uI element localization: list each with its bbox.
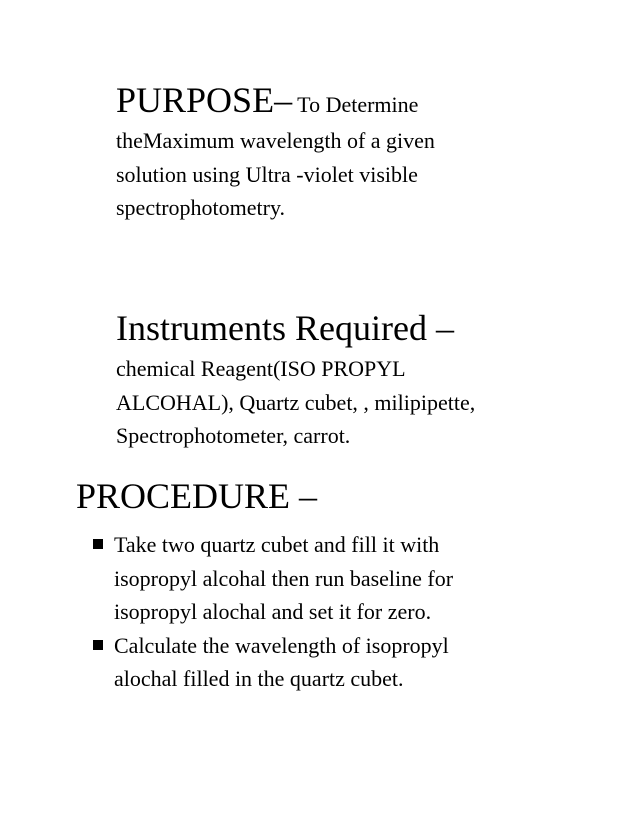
procedure-section <box>76 474 576 696</box>
instruments-heading-row <box>116 306 586 350</box>
purpose-heading-row <box>116 78 586 124</box>
instruments-line: Spectrophotometer, carrot. <box>116 423 351 448</box>
purpose-line: spectrophotometry. <box>116 195 286 220</box>
procedure-steps <box>76 528 576 696</box>
procedure-step-line: alochal filled in the quartz cubet. <box>114 666 404 691</box>
purpose-line: solution using Ultra -violet visible <box>116 161 418 187</box>
procedure-heading-row <box>76 474 576 522</box>
square-bullet-icon <box>93 539 103 549</box>
purpose-heading: PURPOSE <box>116 80 275 120</box>
purpose-intro: To Determine <box>292 92 419 117</box>
procedure-step <box>76 629 576 696</box>
instruments-line: chemical Reagent(ISO PROPYL <box>116 356 406 381</box>
procedure-step-line: Take two quartz cubet and fill it with <box>114 532 440 557</box>
instruments-heading: Instruments Required – <box>116 308 454 348</box>
purpose-line: theMaximum wavelength of a given <box>116 128 435 153</box>
instruments-section <box>116 306 586 453</box>
purpose-text <box>116 124 586 225</box>
procedure-step-line: Calculate the wavelength of isopropyl <box>114 632 449 658</box>
procedure-step-line: isopropyl alcohal then run baseline for <box>114 565 454 591</box>
instruments-line: ALCOHAL), Quartz cubet, , milipipette, <box>116 389 476 415</box>
square-bullet-icon <box>93 640 103 650</box>
procedure-step-line: isopropyl alochal and set it for zero. <box>114 599 432 624</box>
purpose-section <box>116 78 586 225</box>
purpose-dash: – <box>274 80 293 120</box>
instruments-text <box>116 352 586 453</box>
procedure-step <box>76 528 576 629</box>
procedure-heading: PROCEDURE – <box>76 476 318 516</box>
